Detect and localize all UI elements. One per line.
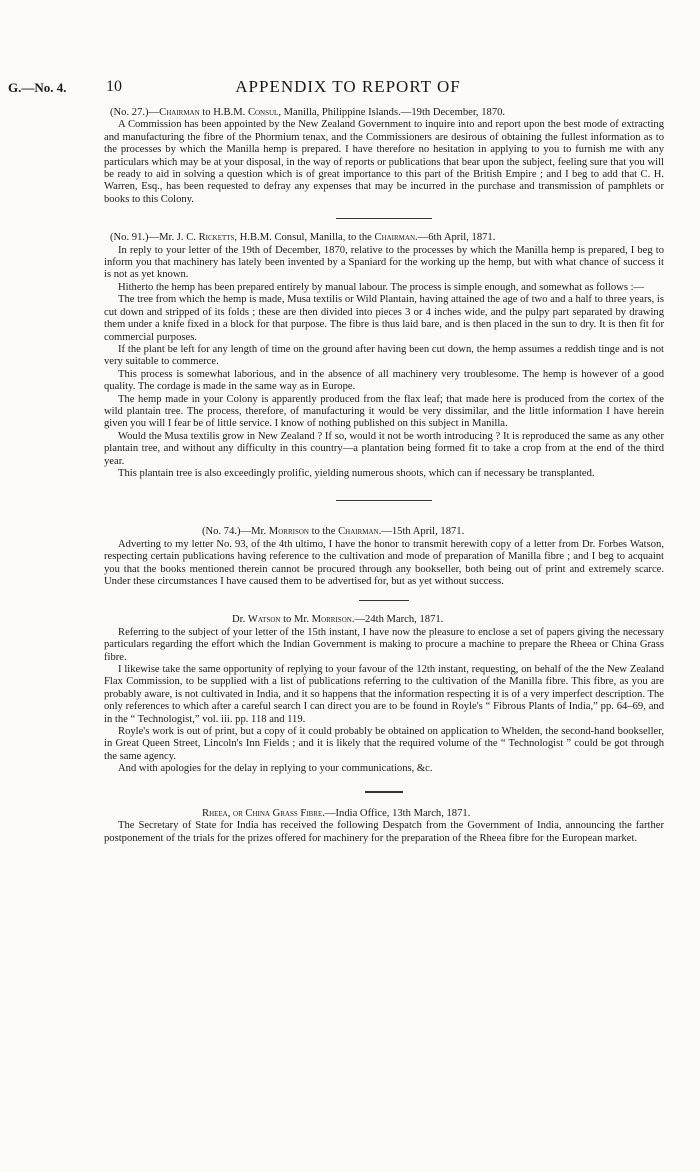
heading-recipient: Chairman	[374, 232, 416, 244]
heading-suffix: .—India Office, 13th March, 1871.	[322, 807, 471, 819]
paragraph: I likewise take the same opportunity of replying to your favour of the 12th instant, requesting, on behalf of the the New Zealand Flax Commission, to be supplied with a list of publications referring to the cultivation of the Manilla fibre. This fibre, as you are probably aware, is not cultivated in India, and it so happens that the information respecting it is of a very imperfect description. The only references to which after a careful search I can direct you are to be found in Royle's “ Fibrous Plants of India,” pp. 64–69, and in the “ Technologist,” vol. iii. pp. 118 and 119.	[104, 664, 664, 725]
separator	[104, 776, 664, 808]
page-header	[8, 77, 688, 100]
heading-sender: Watson	[247, 614, 281, 626]
heading-title: Rheea, or China Grass Fibre	[202, 807, 323, 819]
heading-sender: Chairman	[159, 107, 200, 118]
heading-sender: Morrison	[268, 526, 309, 538]
heading-middle: , H.B.M. Consul, Manilla, to the	[234, 232, 375, 244]
paragraph: A Commission has been appointed by the New Zealand Government to inquire into and report upon the best mode of extracting and manufacturing the fibre of the Phormium tenax, and the Commissioners are desirous of obtaining the fullest information as to the processes by which the Manilla hemp is prepared. I have therefore no hesitation in applying to you to furnish me with any particulars which may be at your disposal, in the way of reports or publications that bear upon the subject, feeling sure that you will be ready to aid in solving a question which is of great importance to this part of the British Empire ; and I beg to add that C. H. Warren, Esq., has been requested to defray any expenses that may be incurred in the purchase and transmission of pamphlets or books to this Colony.	[104, 119, 664, 205]
heading-middle: to Mr.	[280, 614, 312, 626]
paragraph: And with apologies for the delay in replying to your communications, &c.	[118, 763, 433, 775]
separator	[104, 206, 664, 232]
document-body	[104, 107, 664, 845]
paragraph: This process is somewhat laborious, and in the absence of all machinery very troublesome. The hemp is however of a good quality. The cordage is made in the same way as in Europe.	[104, 368, 664, 393]
paragraph: The hemp made in your Colony is apparently produced from the flax leaf; that made here is produced from the cortex of the wild plantain tree. The process, therefore, of manufacturing it would be very dissimilar, and the little information I have herein given you will I fear be of little service. I know of nothing published on this subject in Manilla.	[104, 393, 664, 430]
heading-prefix: (No. 91.)—Mr. J. C.	[110, 232, 199, 244]
paragraph: If the plant be left for any length of time on the ground after having been cut down, the hemp assumes a reddish tinge and is not very suitable to commerce.	[104, 343, 664, 368]
letter-heading	[104, 526, 664, 538]
heading-suffix: .—6th April, 1871.	[415, 232, 496, 244]
heading-middle: to H.B.M.	[199, 107, 248, 118]
paragraph: Would the Musa textilis grow in New Zealand ? If so, would it not be worth introducing ? It is reproduced the same as any other plantain tree, and without any difficulty in this country—a plantation being formed fit to take a crop from at the end of the third year.	[104, 430, 664, 467]
paragraph: The Secretary of State for India has received the following Despatch from the Government of India, announcing the farther postponement of the trials for the prizes offered for machinery for the preparation of the Rheea fibre for the European market.	[104, 820, 664, 844]
paragraph: Royle's work is out of print, but a copy of it could probably be obtained on application to Whelden, the second-hand bookseller, in Great Queen Street, Lincoln's Inn Fields ; and it is likely that the required volume of the “ Technologist ” could be got through the same agency.	[104, 726, 664, 762]
letter-heading	[104, 232, 664, 244]
heading-recipient: Chairman	[338, 526, 379, 538]
letter-heading	[104, 808, 664, 820]
heading-suffix: , Manilla, Philippine Islands.—19th December, 1870.	[278, 107, 506, 118]
heading-suffix: .—24th March, 1871.	[351, 614, 444, 626]
heading-recipient: Consul	[247, 107, 279, 118]
heading-prefix: Dr.	[232, 614, 248, 626]
paper-reference: G.—No. 4.	[8, 80, 67, 95]
paragraph: In reply to your letter of the 19th of December, 1870, relative to the processes by which the Manilla hemp is prepared, I beg to inform you that machinery has lately been invented by a Spaniard for the working up the hemp, but with what chance of success it is not as yet known.	[104, 244, 664, 281]
separator	[104, 480, 664, 526]
running-title: APPENDIX TO REPORT OF	[235, 77, 461, 96]
letter-heading	[104, 614, 664, 626]
heading-recipient: Morrison	[311, 614, 352, 626]
heading-prefix: (No. 27.)—	[110, 107, 160, 118]
paragraph: Referring to the subject of your letter of the 15th instant, I have now the pleasure to enclose a set of papers giving the necessary particulars regarding the effort which the Indian Government is making to procure a machine to prepare the Rheea or China Grass fibre.	[104, 626, 664, 663]
heading-sender: Ricketts	[198, 232, 235, 244]
letter-heading	[104, 107, 664, 119]
page-number: 10	[106, 78, 122, 95]
heading-prefix: (No. 74.)—Mr.	[202, 526, 269, 538]
paragraph: Adverting to my letter No. 93, of the 4th ultimo, I have the honor to transmit herewith copy of a letter from Dr. Forbes Watson, respecting certain publications having reference to the cultivation and mode of preparation of Manilla fibre ; and I beg to acquaint you that the books mentioned therein cannot be procured through any bookseller, both being out of print and extremely scarce. Under these circumstances I have caused them to be advertised for, but as yet without success.	[104, 538, 664, 587]
separator	[104, 588, 664, 614]
paragraph: Hitherto the hemp has been prepared entirely by manual labour. The process is simple enough, and somewhat as follows :—	[118, 281, 645, 293]
paragraph: The tree from which the hemp is made, Musa textilis or Wild Plantain, having attained the age of two and a half to three years, is cut down and stripped of its folds ; these are then divided into pieces 3 or 4 inches wide, and the pulpy part separated by drawing them under a knife fixed in a block for that purpose. The fibre is thus laid bare, and is then placed in the sun to dry. It is then fit for commercial purposes.	[104, 294, 664, 343]
heading-suffix: .—15th April, 1871.	[378, 526, 465, 538]
paragraph: This plantain tree is also exceedingly prolific, yielding numerous shoots, which can if necessary be transplanted.	[118, 467, 595, 479]
heading-middle: to the	[308, 526, 339, 538]
